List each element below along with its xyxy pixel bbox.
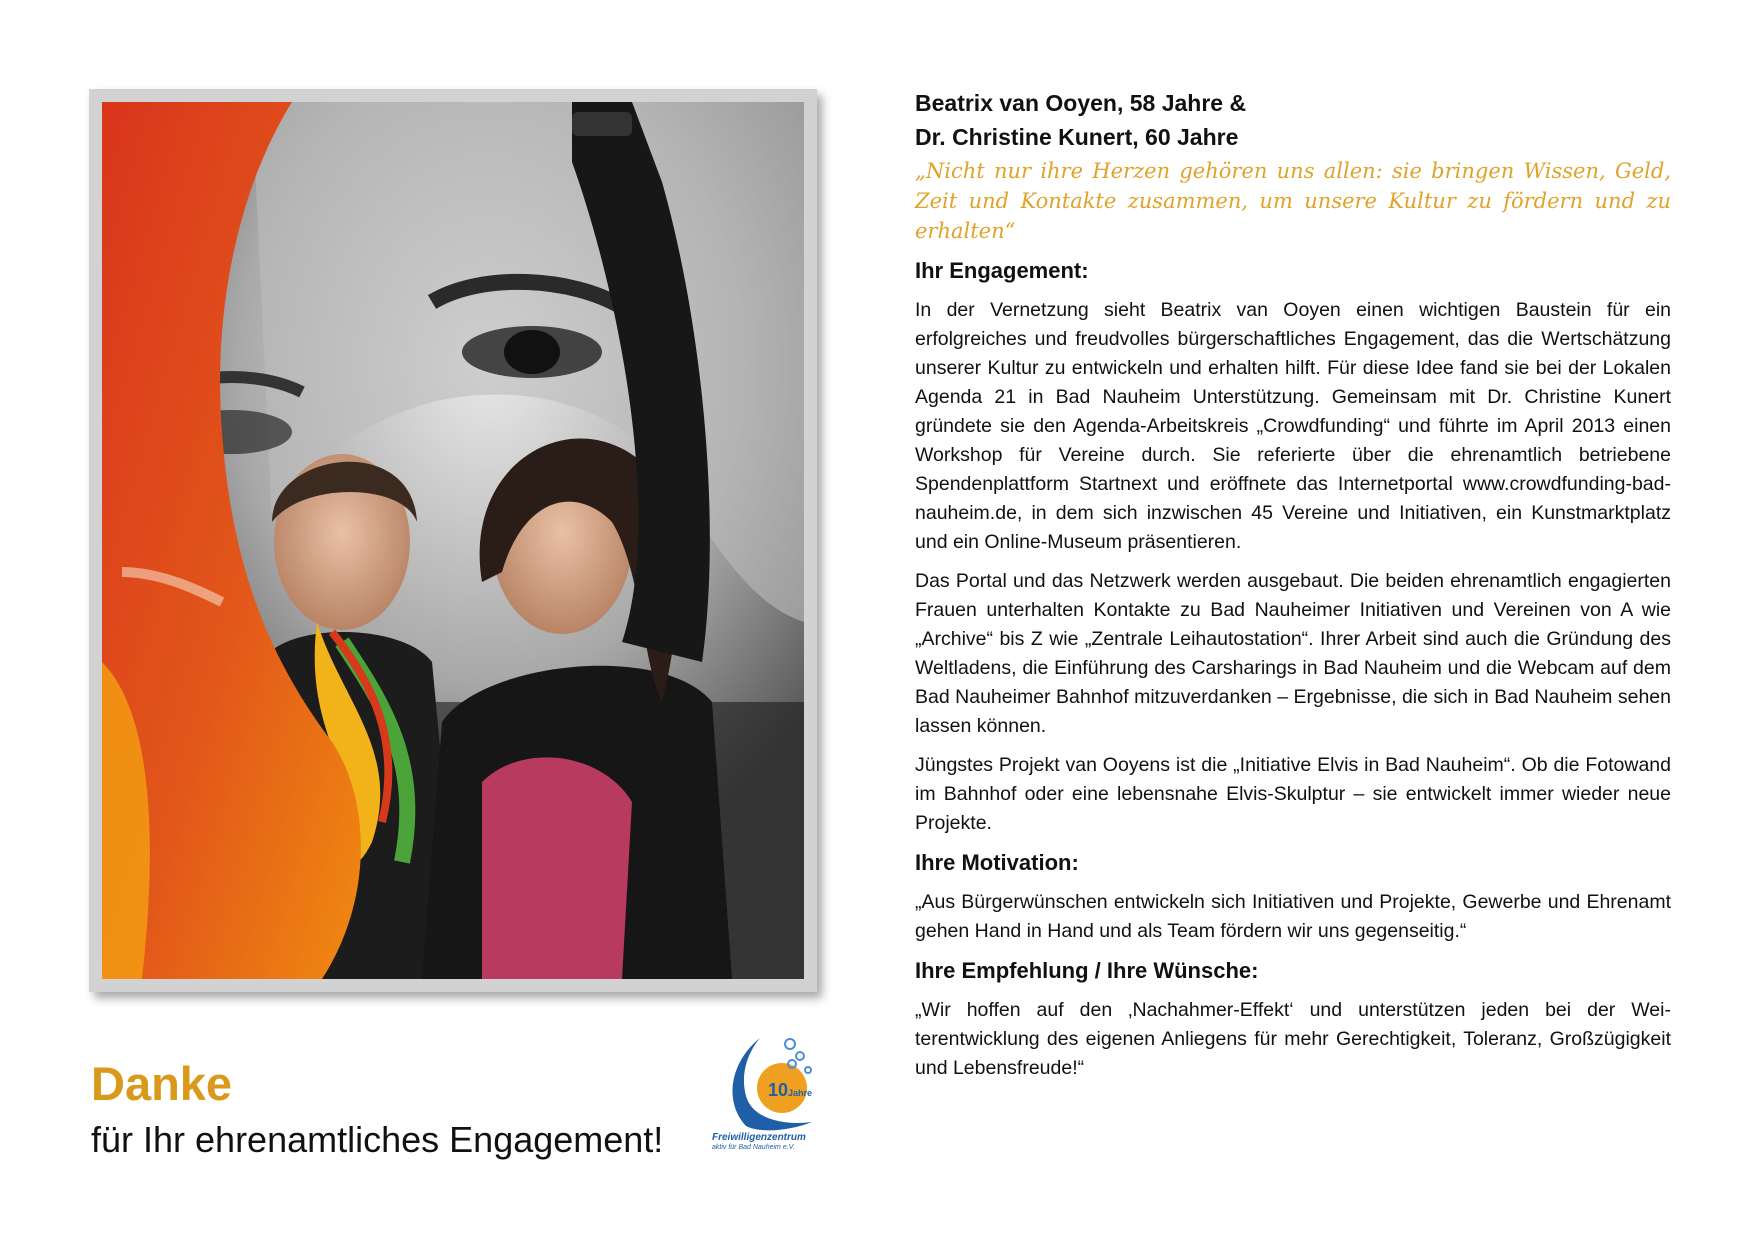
logo-years-word: Jahre (788, 1088, 813, 1098)
logo-org-tagline: aktiv für Bad Nauheim e.V. (712, 1144, 795, 1151)
wishes-paragraph: „Wir hoffen auf den ‚Nachahmer-Effekt‘ und unterstützen jeden bei der Weiterentwicklung des eigenen Anliegens für mehr Gerechtigkeit, Toleranz, Großzügigkeit und Lebensfreude!“ (915, 999, 1671, 1079)
names-line-2: Dr. Christine Kunert, 60 Jahre (915, 124, 1239, 150)
thanks-subline: für Ihr ehrenamtliches Engagement! (91, 1119, 664, 1160)
motivation-heading: Ihre Motivation: (915, 850, 1079, 875)
engagement-paragraph-1: In der Vernetzung sieht Beatrix van Ooyen einen wichtigen Baustein für ein erfolgreiches und freudvolles bürgerschaftliches Engagement, das die Wertschätzung unserer Kultur zu entwickeln und erhalten hilft. Für diese Idee fand sie bei der Lokalen Agenda 21 in Bad Nauheim Unterstützung. Gemeinsam mit Dr. Christine Kunert gründete sie den Agenda-Arbeitskreis „Crowdfunding“ und führte im April 2013 einen Workshop für Vereine durch. Sie referierte über die ehrenamtlich betriebene Spendenplattform Startnext und eröffnete das Internetportal www.crowdfunding-bad-nauheim.de, in dem sich inzwischen 45 Vereine und Initiativen, ein Kunstmarktplatz und ein Online-Museum präsentieren. (915, 299, 1671, 553)
logo-mark-icon (712, 1030, 822, 1134)
logo-years-number: 10 (768, 1080, 789, 1100)
text-column (915, 86, 1671, 1093)
engagement-paragraph-3: Jüngstes Projekt van Ooyens ist die „Initiative Elvis in Bad Nauheim“. Ob die Fotowand im Bahnhof oder eine lebensnahe Elvis-Skulptur – sie entwickelt immer wieder neue Projekte. (915, 754, 1671, 834)
engagement-paragraph-2: Das Portal und das Netzwerk werden ausgebaut. Die beiden ehrenamtlich engagierten Frauen unterhalten Kontakte zu Bad Nauheimer Initiativen und Vereinen von A wie „Archive“ bis Z wie „Zentrale Leihautostation“. Ihrer Arbeit sind auch die Gründung des Weltladens, die Einführung des Carsharings in Bad Nauheim und die Webcam auf dem Bad Nauheimer Bahnhof mitzuverdanken – Ergebnisse, die sich in Bad Nauheim sehen lassen können. (915, 570, 1671, 737)
names-line-1: Beatrix van Ooyen, 58 Jahre & (915, 90, 1247, 116)
photo-frame (89, 89, 817, 992)
photo-illustration (102, 102, 804, 979)
logo-org-name: Freiwilligenzentrum (712, 1132, 806, 1143)
wishes-heading: Ihre Empfehlung / Ihre Wünsche: (915, 958, 1259, 983)
engagement-heading: Ihr Engagement: (915, 258, 1089, 283)
freiwilligenzentrum-logo (712, 1030, 822, 1150)
motivation-paragraph: „Aus Bürgerwünschen entwickeln sich Initiativen und Projekte, Gewerbe und Ehrenamt gehen Hand in Hand und als Team fördern wir uns gegenseitig.“ (915, 891, 1671, 942)
thanks-heading: Danke (91, 1057, 233, 1110)
portrait-photo (102, 102, 804, 979)
pull-quote: „Nicht nur ihre Herzen gehören uns allen: sie bringen Wissen, Geld, Zeit und Kontakte zusammen, um unsere Kultur zu fördern und zu erhalten“ (915, 159, 1671, 243)
